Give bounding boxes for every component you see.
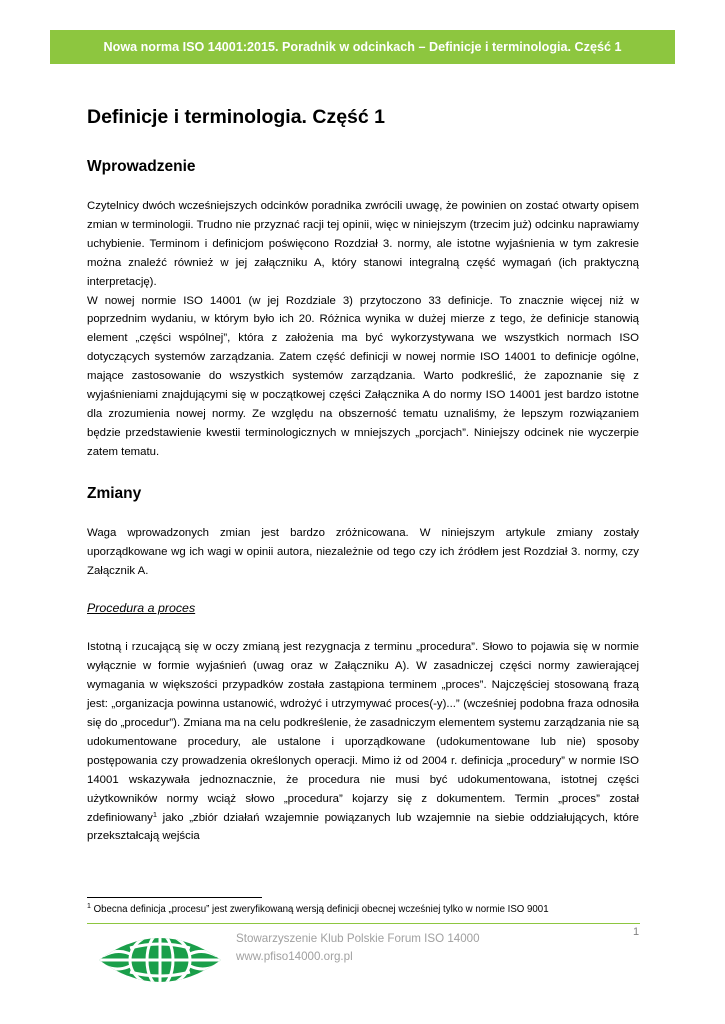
section-heading-zmiany: Zmiany — [87, 484, 142, 502]
header-banner-text: Nowa norma ISO 14001:2015. Poradnik w odcinkach – Definicje i terminologia. Część 1 — [103, 40, 622, 54]
intro-paragraph-1: Czytelnicy dwóch wcześniejszych odcinków poradnika zwrócili uwagę, że powinien on zostać otwarty opisem zmian w terminologii. Trudno nie przyznać racji tej opinii, więc w niniejszym (trzecim już) odcinku naprawiamy uchybienie. Terminom i definicjom poświęcono Rozdział 3. normy, ale istotne wyjaśnienia w tym zakresie można znaleźć również w jej załączniku A, który stanowi integralną część wymagań (ich praktyczną interpretację). — [87, 200, 639, 288]
subheading-procedura: Procedura a proces — [87, 601, 196, 616]
footnote-reference[interactable]: 1 — [152, 809, 158, 819]
footer-organization-name: Stowarzyszenie Klub Polskie Forum ISO 14000 — [236, 932, 480, 945]
procedura-text-part2: jako „zbiór działań wzajemnie powiązanych lub wzajemnie na siebie oddziałujących, które przekształcają wejścia — [87, 811, 639, 843]
footnote-text: Obecna definicja „procesu” jest zweryfikowaną wersją definicji obecnej wcześniej tylko w normie ISO 9001 — [90, 904, 549, 915]
green-leaf-globe-logo — [97, 926, 223, 999]
page-number: 1 — [633, 926, 640, 938]
section-heading-intro: Wprowadzenie — [87, 158, 196, 175]
footnote-separator — [87, 897, 262, 898]
footer-website-link[interactable]: www.pfiso14000.org.pl — [236, 950, 353, 963]
intro-paragraph-2: W nowej normie ISO 14001 (w jej Rozdziale 3) przytoczono 33 definicje. To znacznie więcej niż w poprzednim wydaniu, w którym było ich 20. Różnica wynika w dużej mierze z tego, że definicje stanowią element „części wspólnej”, która z założenia ma być wykorzystywana we wszystkich normach ISO dotyczących systemów zarządzania. Zatem część definicji w nowej normie ISO 14001 to definicje ogólne, mające zastosowanie do wszystkich systemów zarządzania. Warto podkreślić, że zapoznanie się z wyjaśnieniami znajdującymi się w początkowej części Załącznika A do normy ISO 14001 jest bardzo istotne dla zrozumienia nowej normy. Ze względu na obszerność tematu uznaliśmy, że lepszym rozwiązaniem będzie przedstawienie kwestii terminologicznych w mniejszych „porcjach”. Niniejszy odcinek nie wyczerpie zatem tematu. — [87, 294, 639, 458]
footnote-number: 1 — [87, 903, 91, 910]
footnote — [87, 903, 647, 917]
footer-divider — [87, 923, 640, 924]
footer-organization-block — [236, 930, 480, 966]
document-title: Definicje i terminologia. Część 1 — [87, 106, 386, 128]
procedura-text-part1: Istotną i rzucającą się w oczy zmianą jest rezygnacja z terminu „procedura”. Słowo to pojawia się w normie wyłącznie w formie wyjaśnień (uwag oraz w Załączniku A). W zasadniczej części normy zawierającej wymagania w większości przypadków została zastąpiona terminem „proces”. Najczęściej stosowaną frazą jest: „organizacja powinna ustanowić, wdrożyć i utrzymywać proces(-y)...” (wcześniej podobna fraza odnosiła się do „procedur”). Zmiana ma na celu podkreślenie, że zasadniczym elementem systemu zarządzania nie są udokumentowane procedury, ale ustalone i uporządkowane (udokumentowane lub nie) sposoby postępowania czy prowadzenia określonych operacji. Mimo iż od 2004 r. definicja „procedury” w normie ISO 14001 wskazywała jednoznacznie, że procedura nie musi być udokumentowana, istotnej części użytkowników normy wciąż słowo „procedura” kojarzy się z dokumentem. Termin „proces” został zdefiniowany — [87, 641, 639, 824]
zmiany-paragraph: Waga wprowadzonych zmian jest bardzo zróżnicowana. W niniejszym artykule zmiany zostały uporządkowane wg ich wagi w opinii autora, niezależnie od tego czy ich źródłem jest Rozdział 3. normy, czy Załącznik A. — [87, 526, 639, 577]
header-banner — [50, 30, 675, 64]
procedura-paragraph — [87, 638, 639, 846]
document-body — [87, 104, 639, 846]
